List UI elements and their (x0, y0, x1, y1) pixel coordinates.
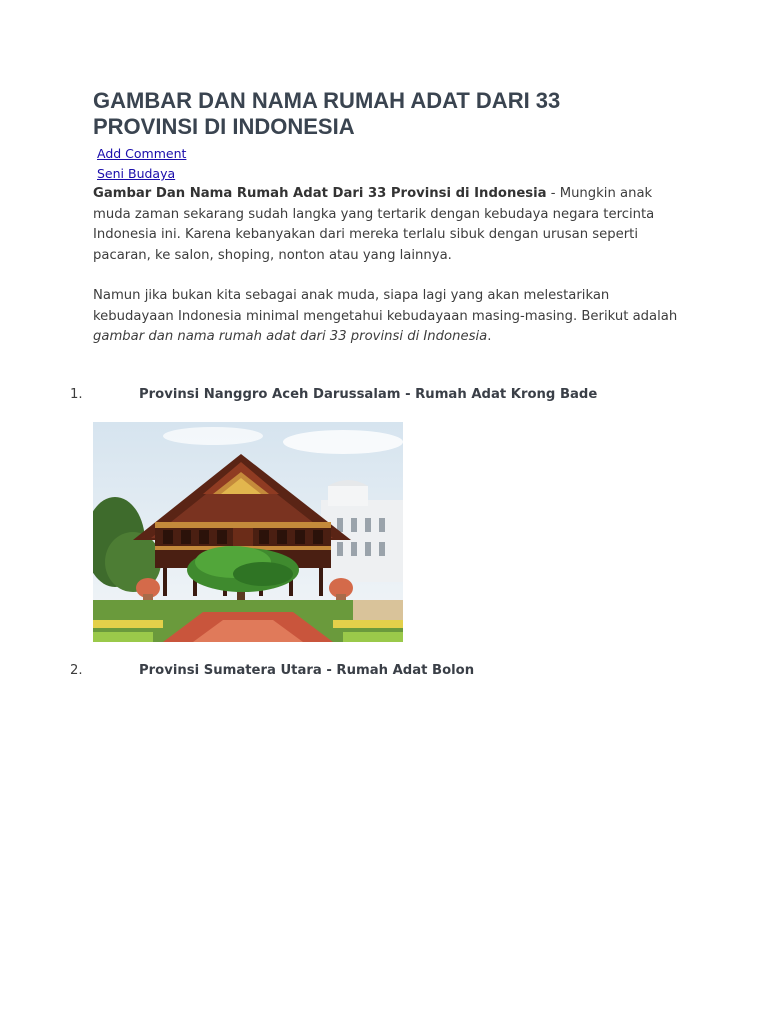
list-item-title-1: Provinsi Nanggro Aceh Darussalam - Rumah Adat Krong Bade (139, 387, 598, 402)
second-paragraph-text: Namun jika bukan kita sebagai anak muda, siapa lagi yang akan melestarikan kebudayaan Indonesia minimal mengetahui kebudayaan masing-masing. Berikut adalah (93, 288, 678, 324)
rumah-adat-krong-bade-image (93, 422, 403, 642)
list-item-number-2: 2. (70, 663, 83, 678)
intro-paragraph (93, 184, 683, 266)
add-comment-link[interactable]: Add Comment (97, 146, 187, 161)
intro-bold-lead: Gambar Dan Nama Rumah Adat Dari 33 Provinsi di Indonesia (93, 186, 547, 201)
list-item-number-1: 1. (70, 387, 83, 402)
page-title: GAMBAR DAN NAMA RUMAH ADAT DARI 33 PROVINSI DI INDONESIA (93, 88, 561, 139)
intro-text: - Mungkin anak muda zaman sekarang sudah langka yang tertarik dengan kebudaya negara tercinta Indonesia ini. Karena kebanyakan dari mereka terlalu sibuk dengan urusan seperti pacaran, ke salon, shoping, nonton atau yang lainnya. (93, 186, 655, 263)
second-paragraph-end: . (487, 329, 492, 344)
second-paragraph (93, 286, 683, 348)
second-paragraph-italic: gambar dan nama rumah adat dari 33 provinsi di Indonesia (93, 329, 488, 344)
category-link[interactable]: Seni Budaya (97, 166, 176, 181)
list-item-title-2: Provinsi Sumatera Utara - Rumah Adat Bolon (139, 663, 475, 678)
